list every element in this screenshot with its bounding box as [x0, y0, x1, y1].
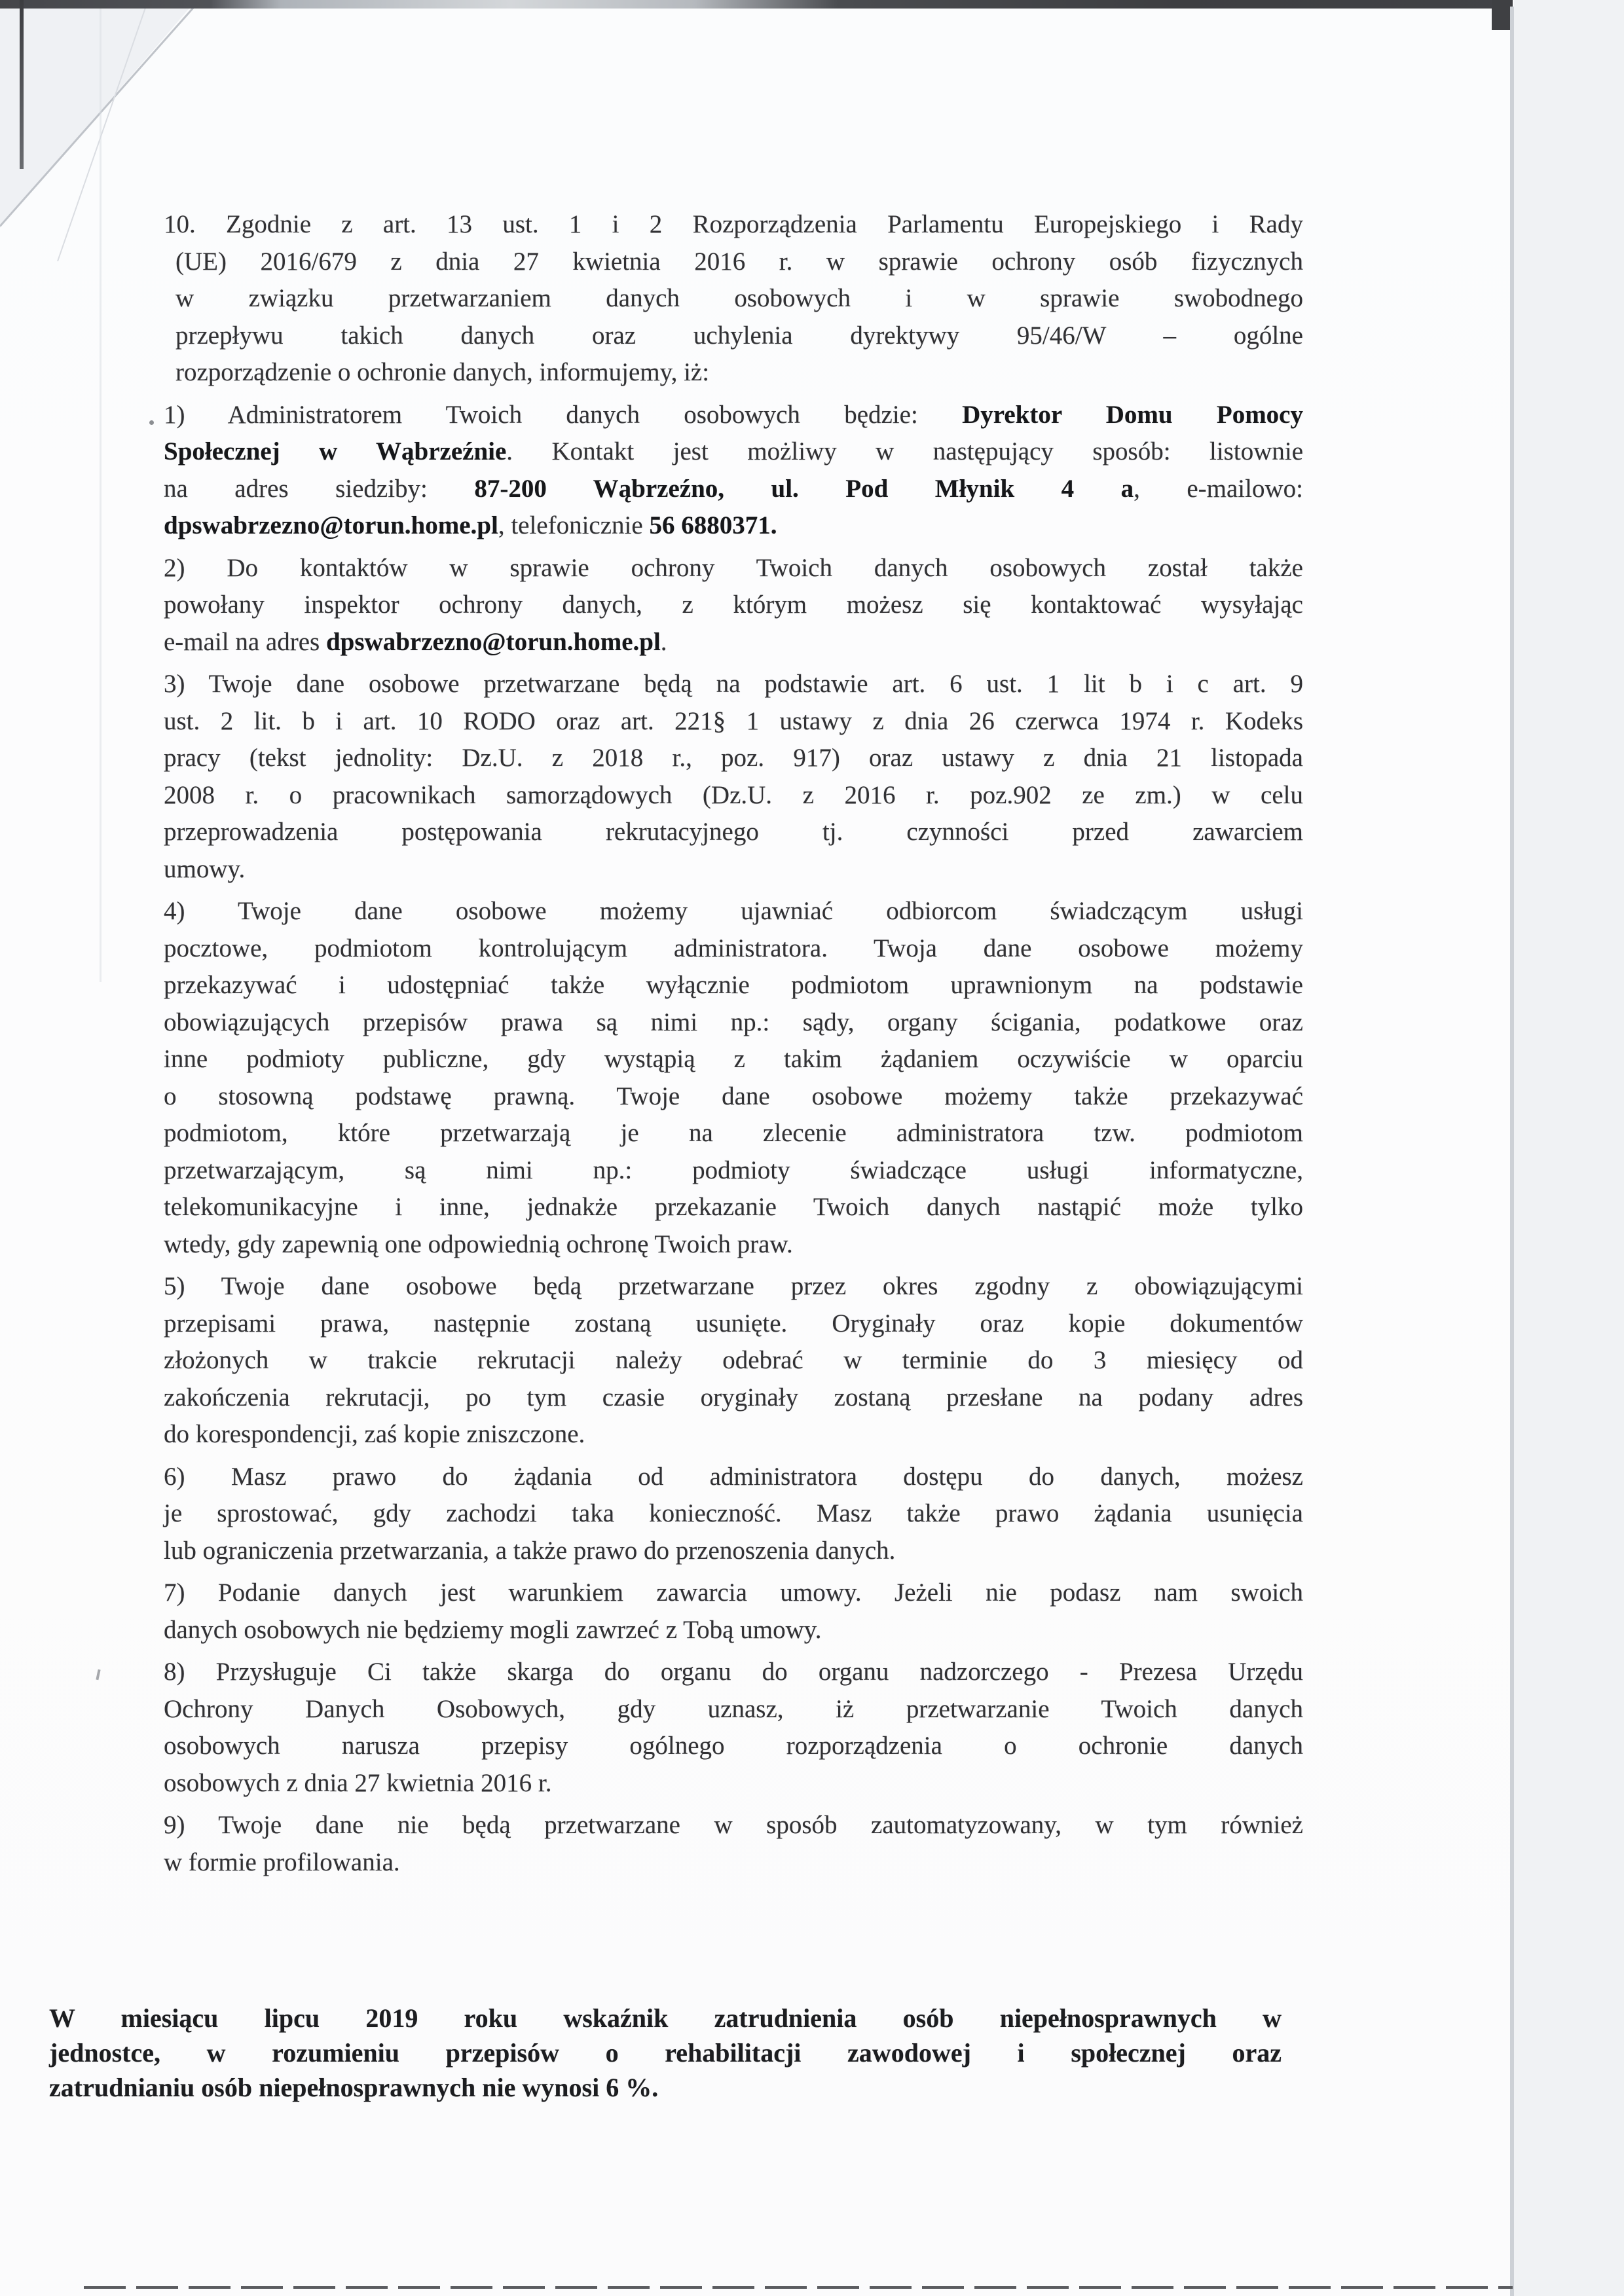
text-line [164, 1654, 1303, 1691]
text-line [164, 1041, 1303, 1078]
text-line [164, 433, 1303, 471]
text-line [164, 1765, 1303, 1802]
text-line [164, 1416, 1303, 1453]
text-line [164, 930, 1303, 968]
item-2 [164, 550, 1303, 661]
text-line [164, 206, 1303, 244]
text-line [164, 1189, 1303, 1226]
text-line [164, 624, 1303, 661]
text-segment: 6) Masz prawo do żądania od administratora dostępu do danych, możesz [164, 1462, 1303, 1491]
text-segment: umowy. [164, 854, 246, 883]
text-segment: przekazywać i udostępniać także wyłącznie podmiotom uprawnionym na podstawie [164, 971, 1303, 999]
text-segment: wtedy, gdy zapewnią one odpowiednią ochronę Twoich praw. [164, 1230, 793, 1258]
text-line [49, 2035, 1282, 2070]
scan-speck [149, 420, 154, 425]
text-line [164, 1305, 1303, 1343]
item-5 [164, 1268, 1303, 1453]
text-segment: 9) Twoje dane nie będą przetwarzane w sposób zautomatyzowany, w tym również [164, 1811, 1303, 1839]
text-segment: W miesiącu lipcu 2019 roku wskaźnik zatrudnienia osób niepełnosprawnych w [49, 2003, 1282, 2033]
scan-bottom-edge [84, 2286, 1513, 2289]
text-segment: w formie profilowania. [164, 1848, 400, 1876]
text-segment: 2) Do kontaktów w sprawie ochrony Twoich danych osobowych został także [164, 553, 1303, 582]
text-segment: jednostce, w rozumieniu przepisów o rehabilitacji zawodowej i społecznej oraz [49, 2038, 1282, 2068]
item-8 [164, 1654, 1303, 1802]
scan-speck [96, 1669, 100, 1680]
text-segment: danych osobowych nie będziemy mogli zawrzeć z Tobą umowy. [164, 1615, 822, 1644]
text-segment: ust. 2 lit. b i art. 10 RODO oraz art. 221§ 1 ustawy z dnia 26 czerwca 1974 r. Kodeks [164, 706, 1303, 735]
text-line [164, 1115, 1303, 1152]
text-line [164, 1691, 1303, 1728]
text-segment: lub ograniczenia przetwarzania, a także prawo do przenoszenia danych. [164, 1536, 896, 1565]
text-line [164, 587, 1303, 624]
scan-left-edge-mark [20, 0, 24, 169]
text-segment: 10. Zgodnie z art. 13 ust. 1 i 2 Rozporządzenia Parlamentu Europejskiego i Rady [164, 210, 1303, 238]
text-segment: w związku przetwarzaniem danych osobowych i w sprawie swobodnego [175, 284, 1303, 312]
text-line [164, 967, 1303, 1004]
text-segment: przetwarzającym, są nimi np.: podmioty świadczące usługi informatyczne, [164, 1156, 1303, 1184]
text-line [164, 1533, 1303, 1570]
text-line [164, 1575, 1303, 1612]
text-line [49, 2001, 1282, 2035]
text-line [164, 1495, 1303, 1533]
text-line [164, 1612, 1303, 1649]
text-segment: 7) Podanie danych jest warunkiem zawarcia umowy. Jeżeli nie podasz nam swoich [164, 1578, 1303, 1607]
text-line [164, 471, 1303, 508]
text-line [164, 1226, 1303, 1264]
text-segment: osobowych narusza przepisy ogólnego rozporządzenia o ochronie danych [164, 1732, 1303, 1760]
bold-text-segment: dpswabrzezno@torun.home.pl [164, 511, 498, 539]
text-segment: (UE) 2016/679 z dnia 27 kwietnia 2016 r. w sprawie ochrony osób fizycznych [175, 247, 1303, 276]
text-segment: . Kontakt jest możliwy w następujący sposób: listownie [506, 437, 1304, 465]
text-segment: 5) Twoje dane osobowe będą przetwarzane przez okres zgodny z obowiązującymi [164, 1272, 1303, 1300]
bold-text-segment: 56 6880371. [649, 511, 777, 539]
text-line [49, 2070, 1282, 2105]
text-line [164, 666, 1303, 703]
item-4 [164, 893, 1303, 1263]
text-line [164, 1078, 1303, 1116]
footer-paragraph [49, 2001, 1282, 2105]
item-10 [164, 206, 1303, 392]
text-segment: przepływu takich danych oraz uchylenia dyrektywy 95/46/W – ogólne [175, 321, 1303, 350]
text-segment: rozporządzenie o ochronie danych, informujemy, iż: [175, 358, 710, 386]
text-segment: je sprostować, gdy zachodzi taka konieczność. Masz także prawo żądania usunięcia [164, 1499, 1303, 1527]
text-segment: , telefonicznie [498, 511, 650, 539]
text-segment: zatrudnianiu osób niepełnosprawnych nie wynosi 6 %. [49, 2073, 659, 2102]
page-right-edge-line [1510, 7, 1514, 2296]
text-line [175, 318, 1303, 355]
text-segment: powołany inspektor ochrony danych, z którym możesz się kontaktować wysyłając [164, 591, 1303, 619]
text-line [164, 1342, 1303, 1379]
scan-streak [100, 0, 101, 982]
text-segment: inne podmioty publiczne, gdy wystąpią z takim żądaniem oczywiście w oparciu [164, 1045, 1303, 1073]
text-segment: przepisami prawa, następnie zostaną usunięte. Oryginały oraz kopie dokumentów [164, 1309, 1303, 1338]
scan-top-edge [0, 0, 1513, 9]
bold-text-segment: Dyrektor Domu Pomocy [962, 400, 1303, 429]
text-line [164, 851, 1303, 888]
text-line [164, 1844, 1303, 1882]
text-line [164, 777, 1303, 814]
text-line [175, 244, 1303, 281]
text-segment: 3) Twoje dane osobowe przetwarzane będą na podstawie art. 6 ust. 1 lit b i c art. 9 [164, 670, 1303, 698]
text-segment: . [660, 627, 667, 656]
item-6 [164, 1459, 1303, 1570]
item-3 [164, 666, 1303, 888]
item-1 [164, 397, 1303, 545]
text-segment: złożonych w trakcie rekrutacji należy odebrać w terminie do 3 miesięcy od [164, 1346, 1303, 1374]
text-line [164, 1004, 1303, 1042]
scanner-background-band [1514, 0, 1624, 2296]
text-line [175, 354, 1303, 392]
document-body [164, 206, 1303, 1881]
bold-text-segment: dpswabrzezno@torun.home.pl [325, 627, 661, 656]
text-segment: , e-mailowo: [1134, 474, 1303, 503]
text-segment: o stosowną podstawę prawną. Twoje dane osobowe możemy także przekazywać [164, 1082, 1303, 1110]
text-segment: 1) Administratorem Twoich danych osobowych będzie: [164, 400, 963, 429]
text-segment: podmiotom, które przetwarzają je na zlecenie administratora tzw. podmiotom [164, 1119, 1303, 1147]
text-segment: 4) Twoje dane osobowe możemy ujawniać odbiorcom świadczącym usługi [164, 897, 1303, 925]
text-line [175, 280, 1303, 318]
text-segment: pracy (tekst jednolity: Dz.U. z 2018 r., poz. 917) oraz ustawy z dnia 21 listopada [164, 744, 1303, 772]
text-line [164, 1807, 1303, 1844]
item-9 [164, 1807, 1303, 1881]
text-segment: 8) Przysługuje Ci także skarga do organu do organu nadzorczego - Prezesa Urzędu [164, 1658, 1303, 1686]
text-segment: Ochrony Danych Osobowych, gdy uznasz, iż przetwarzanie Twoich danych [164, 1694, 1303, 1723]
text-segment: na adres siedziby: [164, 474, 475, 503]
text-line [164, 397, 1303, 434]
text-line [164, 550, 1303, 587]
text-line [164, 1268, 1303, 1305]
text-line [164, 1459, 1303, 1496]
text-line [164, 893, 1303, 930]
bold-text-segment: Społecznej w Wąbrzeźnie [164, 437, 507, 465]
text-line [164, 740, 1303, 777]
text-line [164, 507, 1303, 545]
item-7 [164, 1575, 1303, 1649]
bold-text-segment: 87-200 Wąbrzeźno, ul. Pod Młynik 4 a [474, 474, 1134, 503]
footer-paragraph-area [49, 2001, 1282, 2105]
text-line [164, 1379, 1303, 1417]
text-segment: osobowych z dnia 27 kwietnia 2016 r. [164, 1768, 552, 1797]
text-line [164, 814, 1303, 851]
text-segment: do korespondencji, zaś kopie zniszczone. [164, 1420, 585, 1448]
text-segment: 2008 r. o pracownikach samorządowych (Dz.U. z 2016 r. poz.902 ze zm.) w celu [164, 780, 1303, 809]
text-segment: pocztowe, podmiotom kontrolującym administratora. Twoja dane osobowe możemy [164, 934, 1303, 962]
text-segment: telekomunikacyjne i inne, jednakże przekazanie Twoich danych nastąpić może tylko [164, 1193, 1303, 1221]
text-segment: e-mail na adres [164, 627, 326, 656]
text-line [164, 703, 1303, 740]
text-line [164, 1728, 1303, 1765]
text-segment: przeprowadzenia postępowania rekrutacyjnego tj. czynności przed zawarciem [164, 818, 1303, 846]
text-line [164, 1152, 1303, 1190]
text-segment: obowiązujących przepisów prawa są nimi np.: sądy, organy ścigania, podatkowe oraz [164, 1008, 1303, 1036]
text-segment: zakończenia rekrutacji, po tym czasie oryginały zostaną przesłane na podany adres [164, 1383, 1303, 1412]
